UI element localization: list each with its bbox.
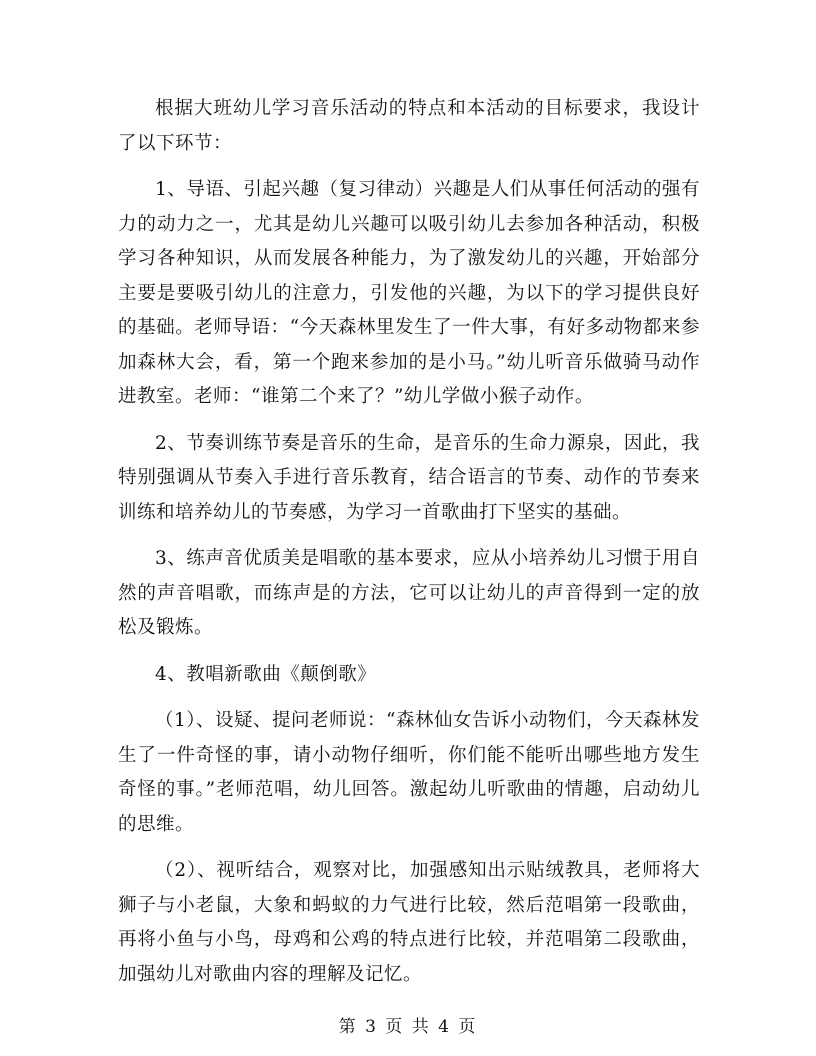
document-body (118, 92, 700, 1004)
paragraph-step-3: 3、练声音优质美是唱歌的基本要求，应从小培养幼儿习惯于用自然的声音唱歌，而练声是的方法，它可以让幼儿的声音得到一定的放松及锻炼。 (118, 548, 700, 638)
page-footer: 第 3 页 共 4 页 (338, 1017, 478, 1037)
paragraph-step-4-1: （1）、设疑、提问老师说：“森林仙女告诉小动物们，今天森林发生了一件奇怪的事，请小动物仔细听，你们能不能听出哪些地方发生奇怪的事。”老师范唱，幼儿回答。激起幼儿听歌曲的情趣，启动幼儿的思维。 (118, 710, 700, 835)
paragraph-step-1: 1、导语、引起兴趣（复习律动）兴趣是人们从事任何活动的强有力的动力之一，尤其是幼儿兴趣可以吸引幼儿去参加各种活动，积极学习各种知识，从而发展各种能力，为了激发幼儿的兴趣，开始部分主要是要吸引幼儿的注意力，引发他的兴趣，为以下的学习提供良好的基础。老师导语：“今天森林里发生了一件大事，有好多动物都来参加森林大会，看，第一个跑来参加的是小马。”幼儿听音乐做骑马动作进教室。老师：“谁第二个来了？”幼儿学做小猴子动作。 (118, 179, 700, 407)
paragraph-step-2: 2、节奏训练节奏是音乐的生命，是音乐的生命力源泉，因此，我特别强调从节奏入手进行音乐教育，结合语言的节奏、动作的节奏来训练和培养幼儿的节奏感，为学习一首歌曲打下坚实的基础。 (118, 432, 700, 523)
paragraph-intro: 根据大班幼儿学习音乐活动的特点和本活动的目标要求，我设计了以下环节： (118, 98, 700, 154)
paragraph-step-4-heading: 4、教唱新歌曲《颠倒歌》 (155, 663, 377, 685)
paragraph-step-4-2: （2）、视听结合，观察对比，加强感知出示贴绒教具，老师将大狮子与小老鼠，大象和蚂蚁的力气进行比较，然后范唱第一段歌曲，再将小鱼与小鸟，母鸡和公鸡的特点进行比较，并范唱第二段歌曲，加强幼儿对歌曲内容的理解及记忆。 (118, 860, 700, 985)
